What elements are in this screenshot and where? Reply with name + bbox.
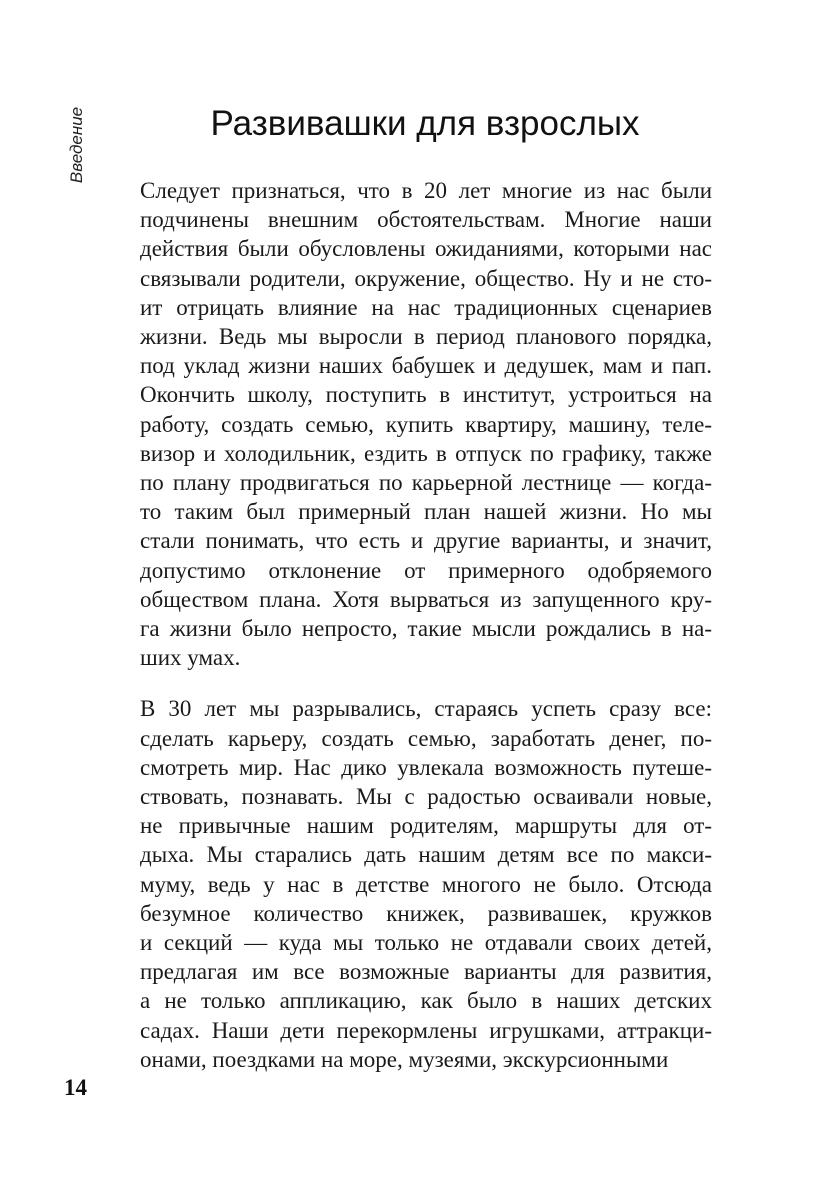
- text-line: Следует признаться, что в 20 лет многие из нас были: [140, 178, 712, 203]
- text-line: ит отрицать влияние на нас традиционных сценариев: [140, 294, 712, 320]
- paragraph: [140, 176, 712, 672]
- text-line: Окончить школу, поступить в институт, устроиться на: [140, 382, 712, 408]
- text-line: связывали родители, окружение, общество. Ну и не сто-: [140, 265, 712, 291]
- text-line: допустимо отклонение от примерного одобряемого: [140, 557, 712, 583]
- text-line: визор и холодильник, ездить в отпуск по графику, также: [140, 440, 712, 466]
- text-line: ствовать, познавать. Мы с радостью осваивали новые,: [140, 784, 712, 810]
- text-line: действия были обусловлены ожиданиями, которыми нас: [140, 236, 712, 262]
- text-line: садах. Наши дети перекормлены игрушками, аттракци-: [140, 1017, 712, 1043]
- chapter-title: Развивашки для взрослых: [210, 104, 640, 143]
- text-line: муму, ведь у нас в детстве многого не было. Отсюда: [140, 871, 712, 897]
- text-line: работу, создать семью, купить квартиру, машину, теле-: [140, 411, 712, 437]
- text-line: дыха. Мы старались дать нашим детям все по макси-: [140, 842, 712, 868]
- text-line: онами, поездками на море, музеями, экскурсионными: [140, 1046, 669, 1072]
- text-line: жизни. Ведь мы выросли в период планового порядка,: [140, 324, 712, 350]
- body-text: [140, 176, 712, 1096]
- text-line: обществом плана. Хотя вырваться из запущенного кру-: [140, 586, 712, 612]
- text-line: и секций — куда мы только не отдавали своих детей,: [140, 930, 712, 956]
- text-line: под уклад жизни наших бабушек и дедушек, мам и пап.: [140, 353, 712, 379]
- running-head-text: Введение: [67, 106, 86, 184]
- page-number: 14: [64, 1075, 87, 1100]
- text-line: подчинены внешним обстоятельствам. Многие наши: [140, 207, 712, 233]
- text-line: га жизни было непросто, такие мысли рождались в на-: [140, 616, 712, 642]
- text-line: а не только аппликацию, как было в наших детских: [140, 988, 712, 1014]
- text-line: В 30 лет мы разрывались, стараясь успеть сразу все:: [140, 696, 712, 722]
- text-line: по плану продвигаться по карьерной лестнице — когда-: [140, 470, 712, 496]
- text-line: предлагая им все возможные варианты для развития,: [140, 959, 712, 985]
- text-line: то таким был примерный план нашей жизни. Но мы: [140, 499, 712, 525]
- text-line: безумное количество книжек, развивашек, кружков: [140, 900, 712, 926]
- text-line: стали понимать, что есть и другие варианты, и значит,: [140, 528, 712, 554]
- text-line: ших умах.: [140, 645, 241, 671]
- paragraph: [140, 694, 712, 1074]
- text-line: сделать карьеру, создать семью, заработать денег, по-: [140, 725, 712, 751]
- text-line: смотреть мир. Нас дико увлекала возможность путеше-: [140, 754, 712, 780]
- text-line: не привычные нашим родителям, маршруты для от-: [140, 813, 712, 839]
- running-head: [62, 100, 92, 190]
